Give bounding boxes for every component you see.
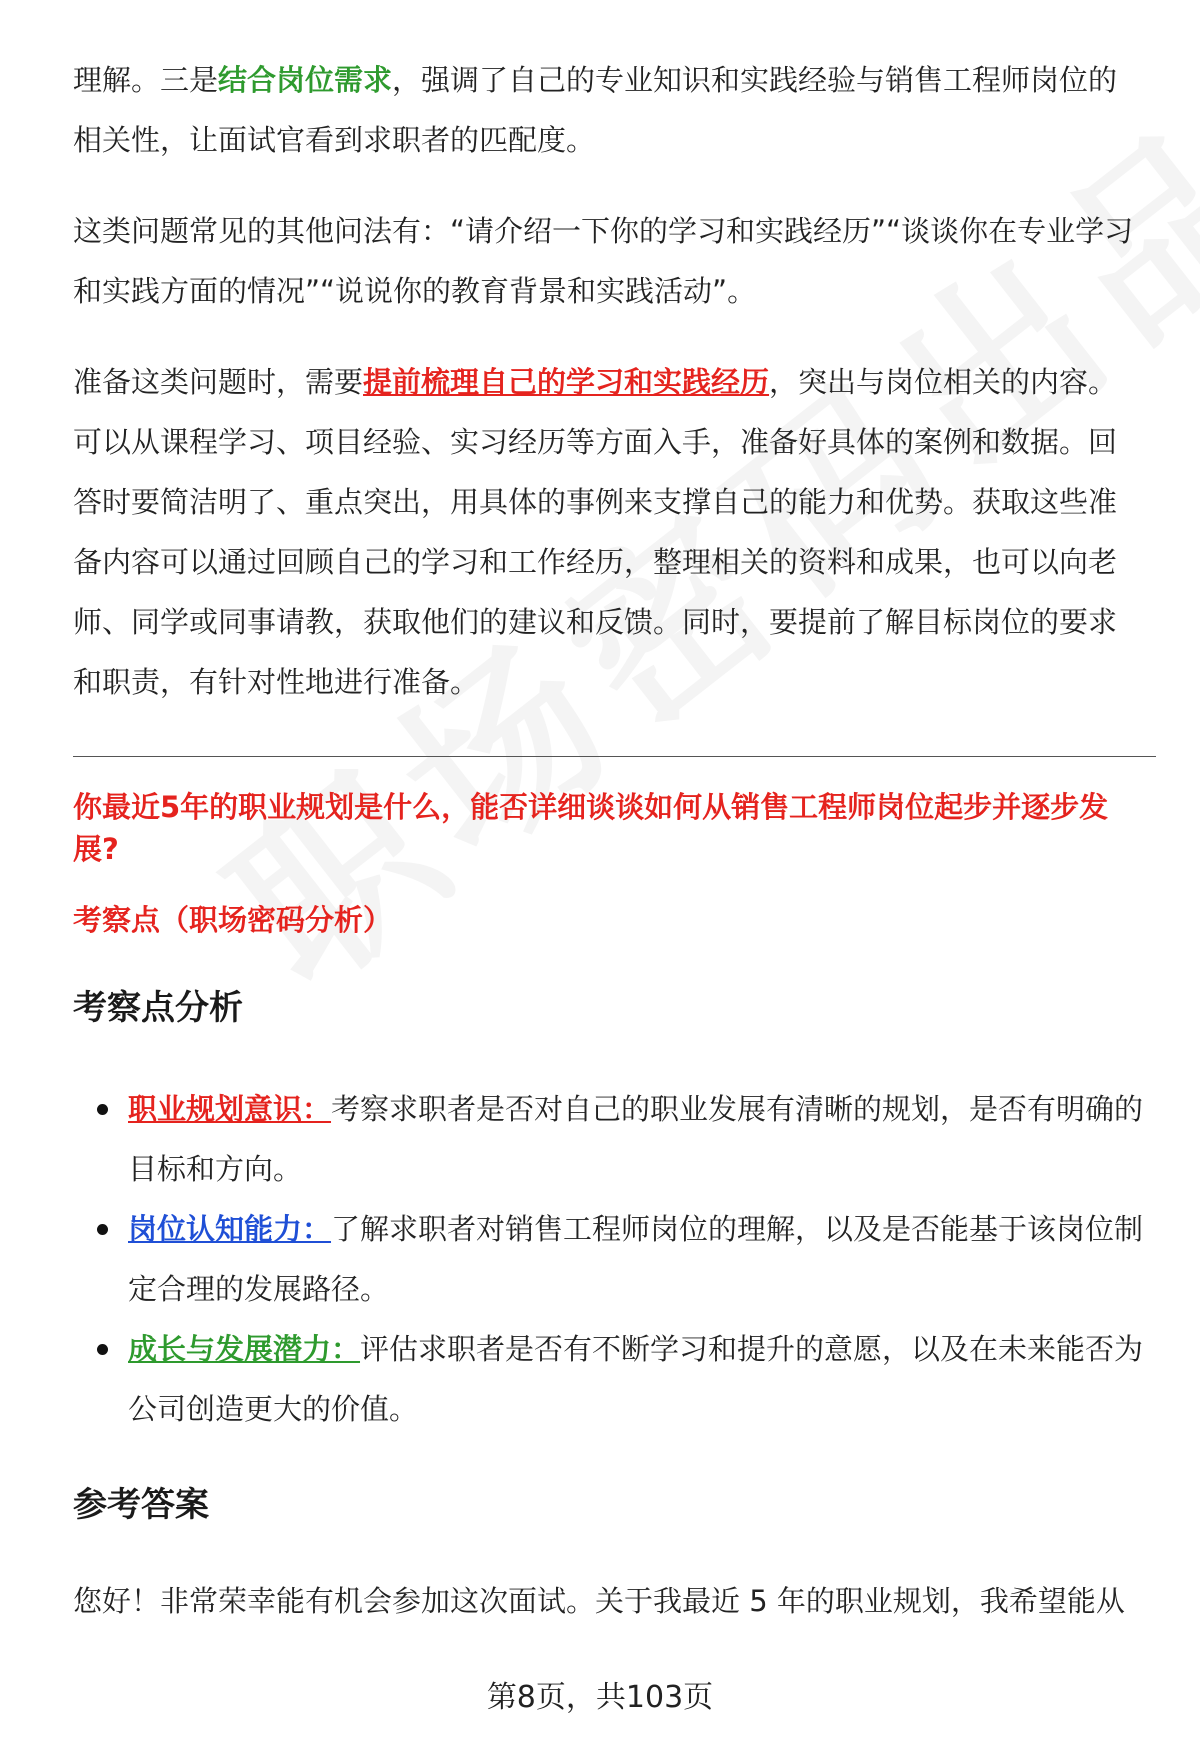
- bullet-icon: [97, 1344, 108, 1355]
- bullet-icon: [97, 1104, 108, 1115]
- assessment-label: 考察点（职场密码分析）: [73, 903, 393, 937]
- page-number: 第8页，共103页: [486, 1680, 714, 1715]
- answer-paragraph: 您好！非常荣幸能有机会参加这次面试。关于我最近 5 年的职业规划，我希望能从: [73, 1584, 1125, 1618]
- bullet-label: 职业规划意识：: [128, 1092, 332, 1126]
- section-divider: [73, 756, 1156, 757]
- list-item: 岗位认知能力：了解求职者对销售工程师岗位的理解，以及是否能基于该岗位制定合理的发展路径。: [128, 1212, 1144, 1306]
- list-item: 成长与发展潜力：评估求职者是否有不断学习和提升的意愿，以及在未来能否为公司创造更大的价值。: [128, 1332, 1144, 1426]
- highlight-prepare-experience: 提前梳理自己的学习和实践经历: [363, 365, 770, 399]
- highlight-job-requirement: 结合岗位需求: [218, 63, 393, 97]
- bullet-label: 岗位认知能力：: [128, 1212, 332, 1246]
- paragraph-3: 准备这类问题时，需要提前梳理自己的学习和实践经历，突出与岗位相关的内容。可以从课程学习、项目经验、实习经历等方面入手，准备好具体的案例和数据。回答时要简洁明了、重点突出，用具体的事例来支撑自己的能力和优势。获取这些准备内容可以通过回顾自己的学习和工作经历，整理相关的资料和成果，也可以向老师、同学或同事请教，获取他们的建议和反馈。同时，要提前了解目标岗位的要求和职责，有针对性地进行准备。: [73, 365, 1118, 699]
- paragraph-2: 这类问题常见的其他问法有：“请介绍一下你的学习和实践经历”“谈谈你在专业学习和实践方面的情况”“说说你的教育背景和实践活动”。: [73, 214, 1134, 308]
- analysis-heading: 考察点分析: [73, 988, 243, 1028]
- bullet-label: 成长与发展潜力：: [128, 1332, 361, 1366]
- answer-heading: 参考答案: [73, 1485, 209, 1525]
- paragraph-1: 理解。三是结合岗位需求，强调了自己的专业知识和实践经验与销售工程师岗位的相关性，让面试官看到求职者的匹配度。: [73, 63, 1118, 157]
- list-item: 职业规划意识：考察求职者是否对自己的职业发展有清晰的规划，是否有明确的目标和方向。: [128, 1092, 1144, 1186]
- interview-question: 你最近5年的职业规划是什么，能否详细谈谈如何从销售工程师岗位起步并逐步发展?: [73, 790, 1109, 866]
- bullet-icon: [97, 1224, 108, 1235]
